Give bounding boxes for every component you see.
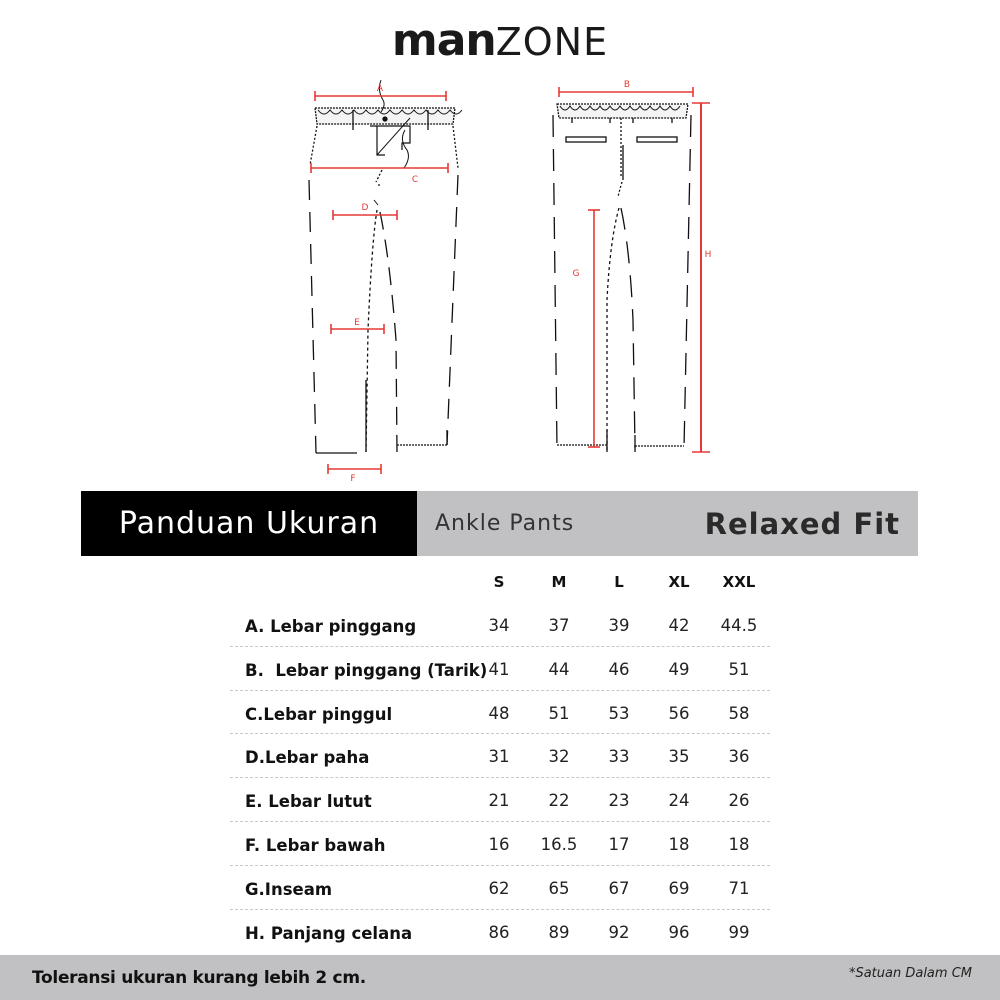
label-d: D	[361, 203, 369, 213]
cell-value: 16.5	[540, 834, 578, 854]
brand-logo	[0, 16, 1000, 67]
cell-value: 22	[548, 791, 570, 811]
row-label: G.Inseam	[245, 879, 333, 899]
cell-value: 51	[728, 659, 750, 679]
table-row	[230, 866, 770, 910]
cell-value: 41	[488, 659, 510, 679]
size-header-l: L	[614, 573, 624, 591]
cell-value: 18	[728, 834, 750, 854]
cell-value: 42	[668, 616, 690, 635]
cell-value: 92	[608, 922, 630, 942]
cell-value: 89	[548, 922, 570, 942]
cell-value: 58	[728, 703, 750, 723]
label-c: C	[411, 175, 419, 185]
label-h: H	[704, 250, 712, 260]
size-header-row	[230, 565, 770, 603]
table-row	[230, 734, 770, 778]
row-label: F. Lebar bawah	[245, 835, 386, 855]
cell-value: 44	[548, 659, 570, 679]
table-row	[230, 822, 770, 866]
cell-value: 26	[728, 791, 750, 811]
cell-value: 17	[608, 834, 630, 854]
cell-value: 35	[668, 747, 690, 767]
row-label: C.Lebar pinggul	[245, 704, 393, 724]
brand-logo-light: ZONE	[495, 20, 609, 64]
size-header-xl: XL	[668, 573, 690, 591]
size-chart-table	[230, 565, 770, 952]
front-view-pants	[309, 80, 462, 453]
size-guide-banner	[81, 491, 918, 556]
label-g: G	[572, 269, 580, 279]
brand-logo-bold: man	[391, 15, 496, 66]
cell-value: 65	[548, 878, 570, 898]
cell-value: 67	[608, 878, 630, 898]
front-measure-lines	[311, 91, 448, 474]
cell-value: 53	[608, 703, 630, 723]
fit-type: Relaxed Fit	[704, 506, 900, 541]
size-header-xxl: XXL	[722, 573, 756, 591]
cell-value: 96	[668, 922, 690, 942]
cell-value: 16	[488, 834, 510, 854]
table-row	[230, 647, 770, 691]
pants-measurement-diagram	[0, 70, 1000, 490]
cell-value: 44.5	[720, 616, 758, 635]
cell-value: 46	[608, 659, 630, 679]
cell-value: 31	[488, 747, 510, 767]
label-e: E	[354, 318, 360, 328]
cell-value: 24	[668, 791, 690, 811]
cell-value: 37	[548, 616, 570, 635]
cell-value: 36	[728, 747, 750, 767]
tolerance-note: Toleransi ukuran kurang lebih 2 cm.	[32, 968, 366, 988]
table-row	[230, 691, 770, 735]
label-f: F	[350, 474, 356, 484]
label-b: B	[623, 80, 631, 90]
row-label: B. Lebar pinggang (Tarik)	[245, 660, 488, 680]
cell-value: 86	[488, 922, 510, 942]
label-a: A	[376, 84, 384, 94]
cell-value: 23	[608, 791, 630, 811]
cell-value: 21	[488, 791, 510, 811]
cell-value: 51	[548, 703, 570, 723]
cell-value: 48	[488, 703, 510, 723]
cell-value: 56	[668, 703, 690, 723]
unit-note: *Satuan Dalam CM	[848, 966, 972, 981]
cell-value: 32	[548, 747, 570, 767]
table-row	[230, 778, 770, 822]
product-name: Ankle Pants	[435, 511, 575, 536]
size-guide-title: Panduan Ukuran	[81, 491, 417, 556]
table-row	[230, 910, 770, 953]
cell-value: 49	[668, 659, 690, 679]
row-label: D.Lebar paha	[245, 748, 370, 768]
cell-value: 39	[608, 616, 630, 635]
footer-bar	[0, 955, 1000, 1000]
row-label: A. Lebar pinggang	[245, 617, 417, 636]
cell-value: 18	[668, 834, 690, 854]
cell-value: 62	[488, 878, 510, 898]
cell-value: 69	[668, 878, 690, 898]
cell-value: 34	[488, 616, 510, 635]
table-row	[230, 603, 770, 647]
size-header-m: M	[551, 573, 567, 591]
row-label: H. Panjang celana	[245, 923, 413, 943]
row-label: E. Lebar lutut	[245, 792, 372, 812]
cell-value: 71	[728, 878, 750, 898]
cell-value: 99	[728, 922, 750, 942]
cell-value: 33	[608, 747, 630, 767]
size-header-s: S	[493, 573, 505, 591]
